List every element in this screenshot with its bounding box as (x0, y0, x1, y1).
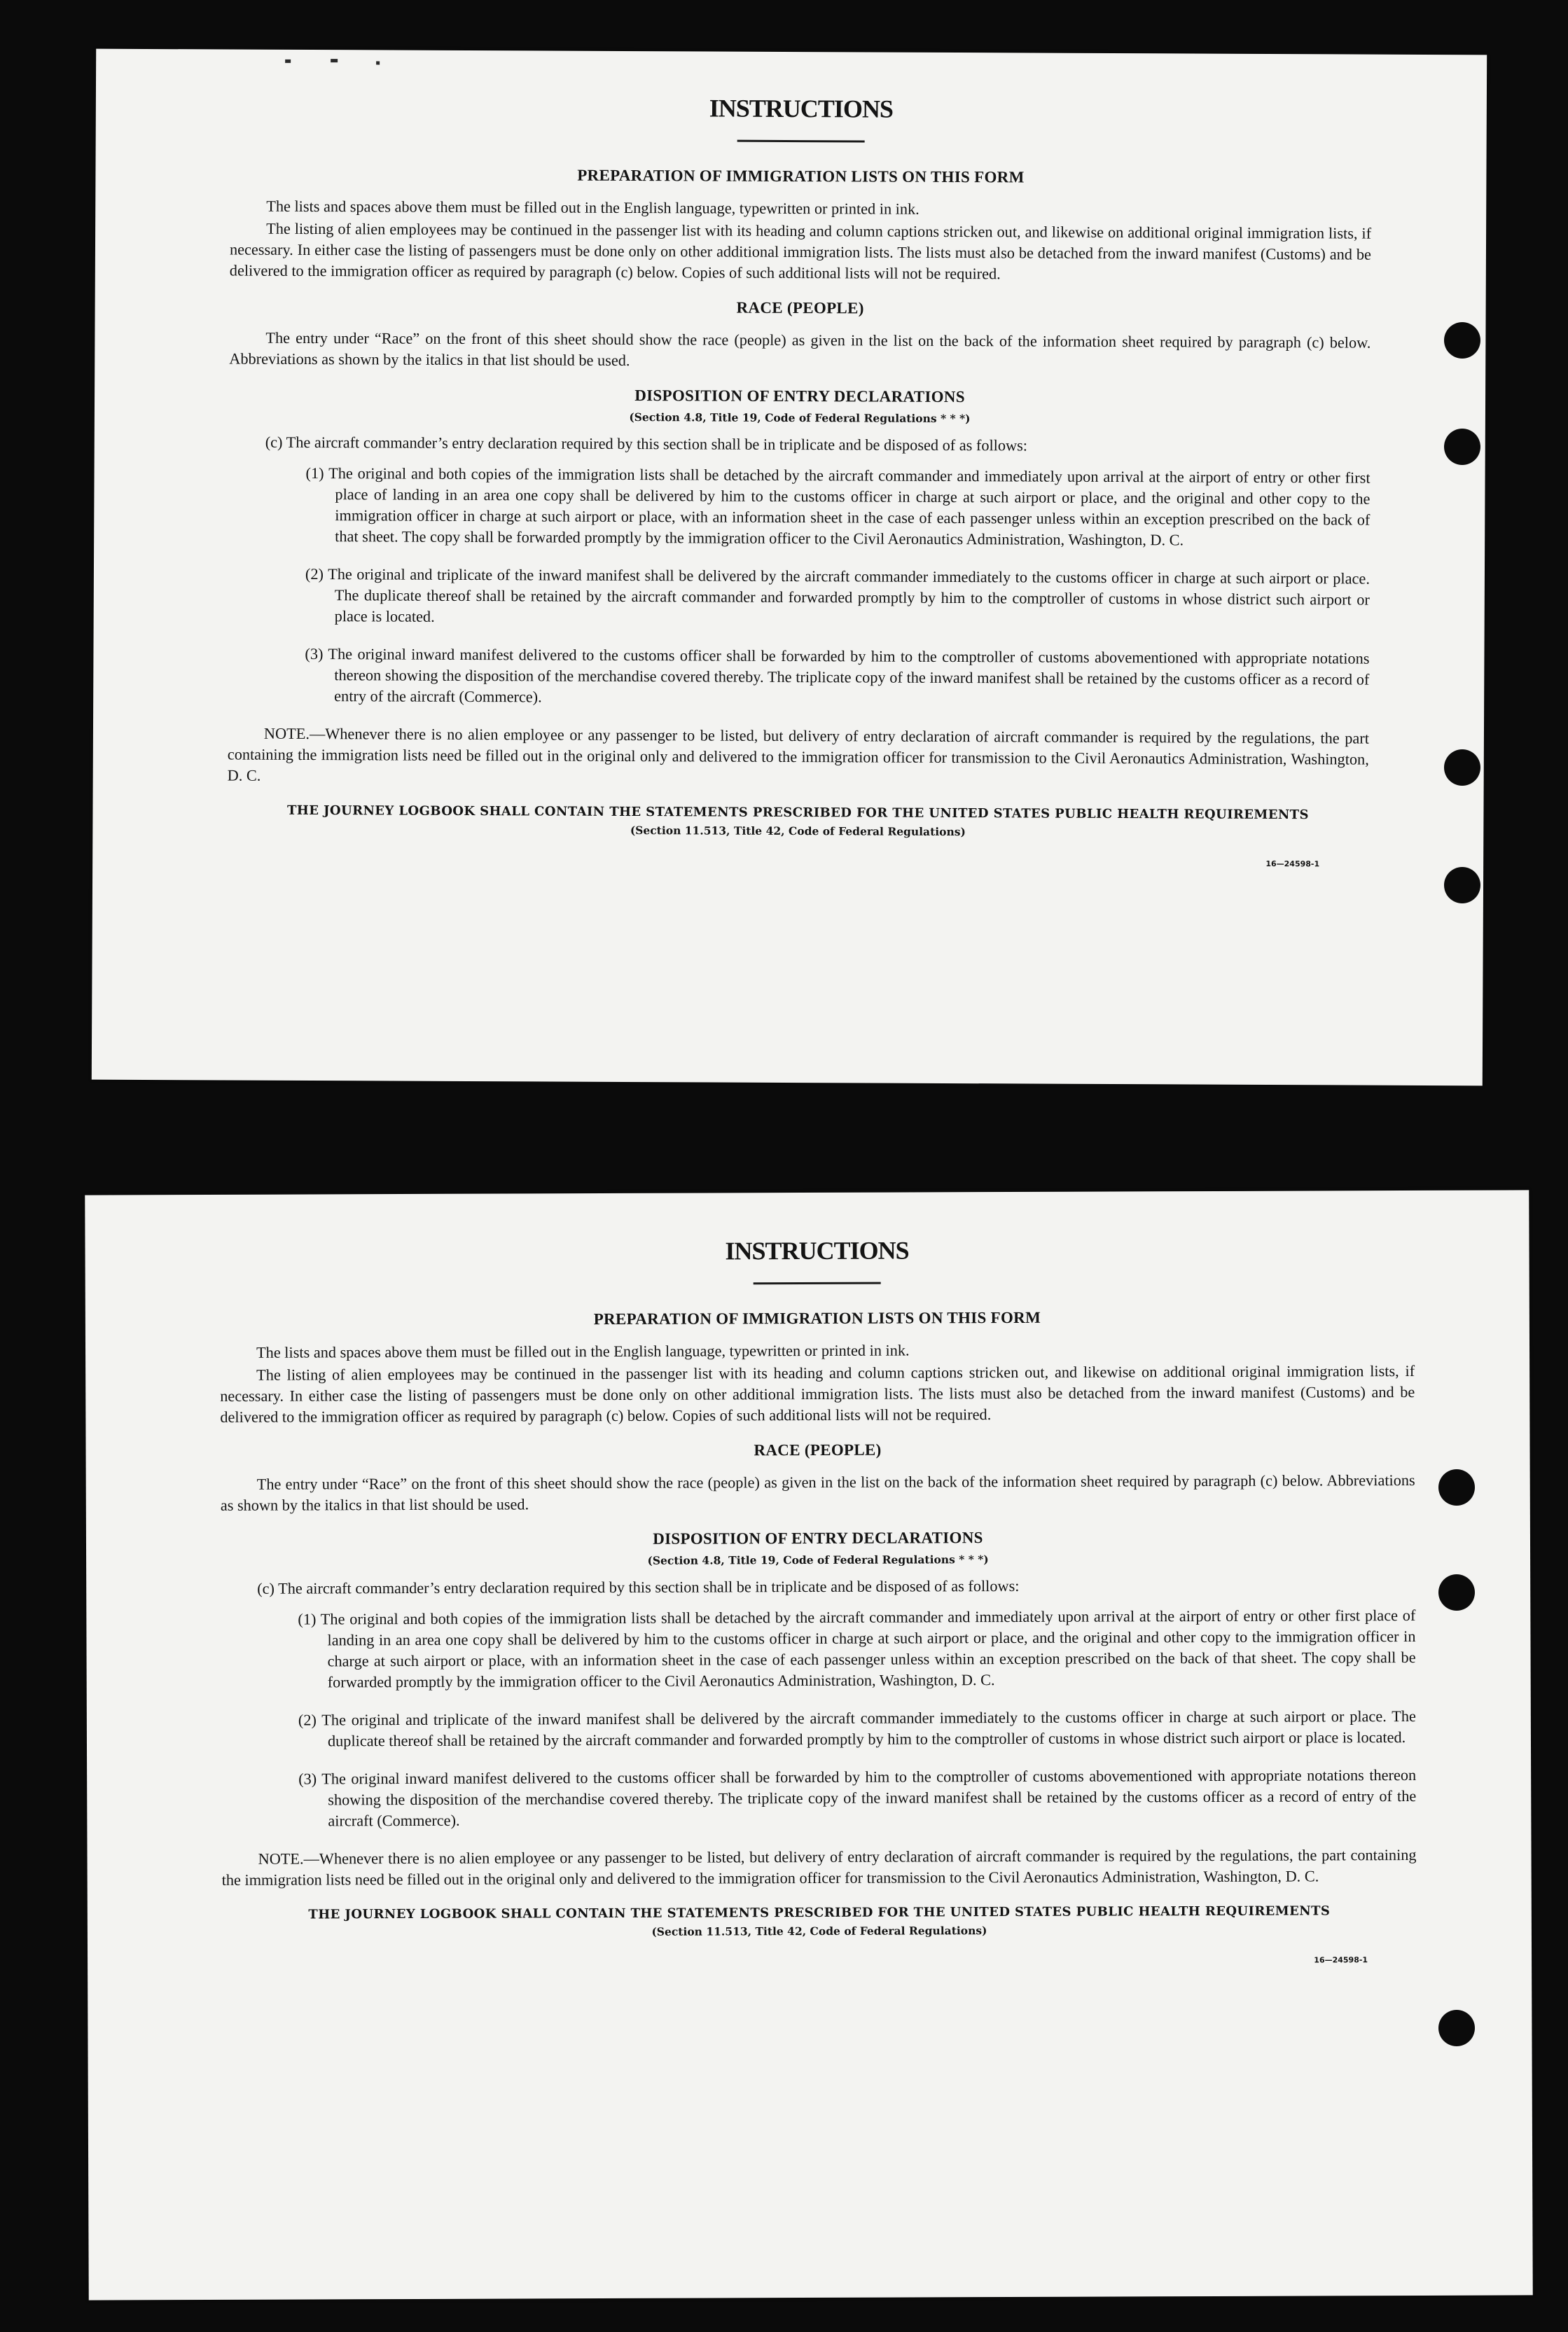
punch-hole (1438, 1469, 1475, 1506)
form-number: 16—24598-1 (1314, 1955, 1368, 1965)
preparation-heading: PREPARATION OF IMMIGRATION LISTS ON THIS FORM (577, 166, 1025, 186)
punch-hole (1444, 322, 1480, 359)
instructions-block (219, 1234, 1417, 1969)
instructions-block (227, 92, 1372, 869)
title-rule (754, 1282, 881, 1285)
note-paragraph: NOTE.—Whenever there is no alien employee or any passenger to be listed, but delivery of entry declaration of aircraft commander is required by the regulations, the part containing the immigration lists need be filled out in the original only and delivered to the immigration officer for transmission to the Civil Aeronautics Administration, Washington, D. C. (227, 724, 1369, 784)
closing-statement: THE JOURNEY LOGBOOK SHALL CONTAIN THE STATEMENTS PRESCRIBED FOR THE UNITED STATES PUBLIC HEALTH REQUIREMENTS (286, 803, 1309, 823)
disposition-citation: (Section 4.8, Title 19, Code of Federal Regulations * * *) (629, 410, 971, 426)
punch-hole (1438, 1574, 1475, 1611)
race-heading: RACE (PEOPLE) (754, 1441, 882, 1459)
preparation-paragraph-1: The lists and spaces above them must be filled out in the English language, typewritten or printed in ink. (256, 1341, 910, 1361)
item-1: (1) The original and both copies of the immigration lists shall be detached by the aircraft commander and immediately upon arrival at the airport of entry or other first place of landing in an area one copy shall be delivered by him to the customs officer in charge at such airport or place, and the original and other copy to the immigration officer in charge at such airport or place, with an information sheet in the case of each passenger unless within an exception prescribed on the back of that sheet. The copy shall be forwarded promptly by the immigration officer to the Civil Aeronautics Administration, Washington, D. C. (298, 1606, 1416, 1691)
punch-hole (1438, 2010, 1475, 2046)
preparation-paragraph-1: The lists and spaces above them must be filled out in the English language, typewritten or printed in ink. (266, 197, 920, 218)
race-paragraph: The entry under “Race” on the front of this sheet should show the race (people) as given in the list on the back of the information sheet required by paragraph (c) below. Abbreviations as shown by the italics in that list should be used. (220, 1471, 1415, 1514)
disposition-heading: DISPOSITION OF ENTRY DECLARATIONS (653, 1529, 983, 1548)
punch-hole (1444, 867, 1480, 903)
speck-mark (331, 59, 338, 62)
item-2: (2) The original and triplicate of the inward manifest shall be delivered by the aircraft commander immediately to the customs officer in charge at such airport or place. The duplicate thereof shall be retained by the aircraft commander and forwarded promptly by him to the comptroller of customs in whose district such airport or place is located. (298, 1707, 1416, 1750)
note-paragraph: NOTE.—Whenever there is no alien employee or any passenger to be listed, but delivery of entry declaration of aircraft commander is required by the regulations, the part containing the immigration lists need be filled out in the original only and delivered to the immigration officer for transmission to the Civil Aeronautics Administration, Washington, D. C. (221, 1845, 1417, 1889)
closing-citation: (Section 11.513, Title 42, Code of Federal Regulations) (651, 1924, 987, 1938)
punch-hole (1444, 749, 1480, 786)
preparation-paragraph-2: The listing of alien employees may be continued in the passenger list with its heading and column captions stricken out, and likewise on additional original immigration lists, if necessary. In either case the listing of passengers must be done only on other additional immigration lists. The lists must also be detached from the inward manifest (Customs) and be delivered to the immigration officer as required by paragraph (c) below. Copies of such additional lists will not be required. (229, 219, 1372, 283)
item-2: (2) The original and triplicate of the inward manifest shall be delivered by the aircraft commander immediately to the customs officer in charge at such airport or place. The duplicate thereof shall be retained by the aircraft commander and forwarded promptly by him to the comptroller of customs in whose district such airport or place is located. (305, 564, 1370, 625)
preparation-heading: PREPARATION OF IMMIGRATION LISTS ON THIS FORM (593, 1308, 1041, 1328)
document-sheet-top (92, 49, 1487, 1086)
item-3: (3) The original inward manifest delivered to the customs officer shall be forwarded by him to the comptroller of customs abovementioned with appropriate notations thereon showing the disposition of the merchandise covered thereby. The triplicate copy of the inward manifest shall be retained by the customs officer as a record of entry of the aircraft (Commerce). (305, 644, 1370, 706)
race-heading: RACE (PEOPLE) (736, 298, 864, 317)
punch-hole (1444, 429, 1480, 465)
disposition-citation: (Section 4.8, Title 19, Code of Federal Regulations * * *) (647, 1553, 989, 1567)
document-title: INSTRUCTIONS (725, 1236, 909, 1265)
closing-citation: (Section 11.513, Title 42, Code of Federal Regulations) (630, 824, 966, 839)
speck-mark (376, 61, 380, 64)
speck-mark (285, 60, 291, 63)
document-sheet-bottom (85, 1190, 1532, 2300)
paragraph-c: (c) The aircraft commander’s entry declaration required by this section shall be in triplicate and be disposed of as follows: (265, 433, 1028, 454)
item-3: (3) The original inward manifest delivered to the customs officer shall be forwarded by him to the comptroller of customs abovementioned with appropriate notations thereon showing the disposition of the merchandise covered thereby. The triplicate copy of the inward manifest shall be retained by the customs officer as a record of entry of the aircraft (Commerce). (298, 1765, 1417, 1830)
document-title: INSTRUCTIONS (709, 94, 893, 123)
paragraph-c: (c) The aircraft commander’s entry declaration required by this section shall be in triplicate and be disposed of as follows: (257, 1576, 1020, 1597)
title-rule (737, 140, 865, 143)
race-paragraph: The entry under “Race” on the front of this sheet should show the race (people) as given in the list on the back of the information sheet required by paragraph (c) below. Abbreviations as shown by the italics in that list should be used. (229, 328, 1371, 370)
closing-statement: THE JOURNEY LOGBOOK SHALL CONTAIN THE STATEMENTS PRESCRIBED FOR THE UNITED STATES PUBLIC HEALTH REQUIREMENTS (308, 1903, 1331, 1922)
form-number: 16—24598-1 (1265, 859, 1320, 869)
preparation-paragraph-2: The listing of alien employees may be continued in the passenger list with its heading and column captions stricken out, and likewise on additional original immigration lists, if necessary. In either case the listing of passengers must be done only on other additional immigration lists. The lists must also be detached from the inward manifest (Customs) and be delivered to the immigration officer as required by paragraph (c) below. Copies of such additional lists will not be required. (220, 1361, 1415, 1426)
item-1: (1) The original and both copies of the immigration lists shall be detached by the aircraft commander and immediately upon arrival at the airport of entry or other first place of landing in an area one copy shall be delivered by him to the customs officer in charge at such airport or place, and the original and other copy to the immigration officer in charge at such airport or place, with an information sheet in the case of each passenger unless within an exception prescribed on the back of that sheet. The copy shall be forwarded promptly by the immigration officer to the Civil Aeronautics Administration, Washington, D. C. (305, 464, 1371, 549)
disposition-heading: DISPOSITION OF ENTRY DECLARATIONS (634, 387, 965, 406)
